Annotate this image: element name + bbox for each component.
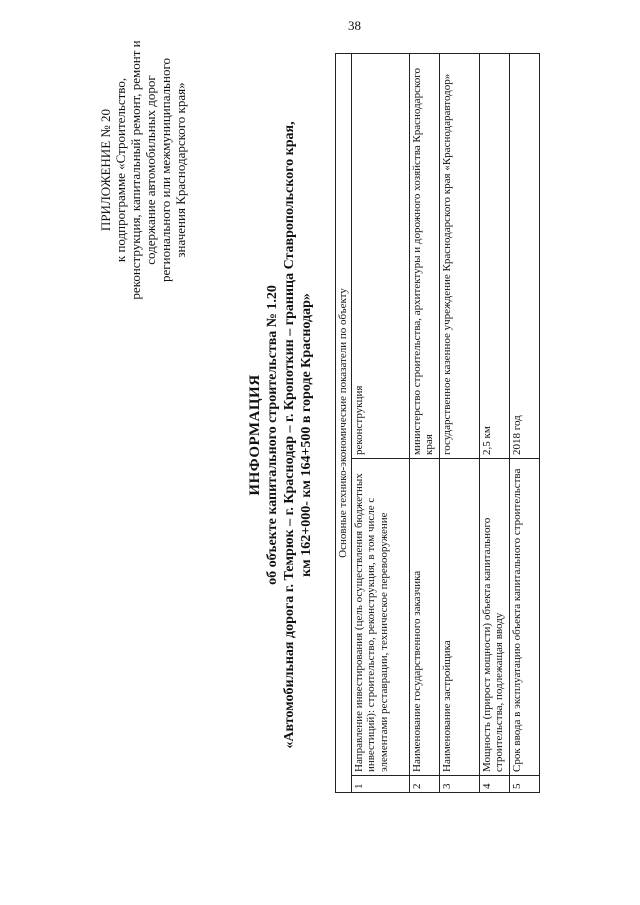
row-value: государственное казенное учреждение Краснодарского края «Краснодаравтодор» (439, 54, 479, 459)
table-row (509, 54, 539, 793)
info-table (335, 53, 540, 793)
appendix-title: ПРИЛОЖЕНИЕ № 20 (98, 108, 113, 232)
row-number: 3 (439, 776, 479, 793)
table-row (409, 54, 439, 793)
appendix-line: содержание автомобильных дорог (143, 75, 158, 265)
title-main: ИНФОРМАЦИЯ (247, 374, 263, 496)
row-parameter: Срок ввода в эксплуатацию объекта капитального строительства (509, 459, 539, 776)
row-number: 4 (479, 776, 509, 793)
row-value: реконструкция (351, 54, 409, 459)
row-value: министерство строительства, архитектуры и дорожного хозяйства Краснодарского края (409, 54, 439, 459)
title-line: «Автомобильная дорога г. Темрюк – г. Краснодар – г. Кропоткин – граница Ставропольского края, (282, 121, 297, 749)
row-number: 5 (509, 776, 539, 793)
title-line: км 162+000- км 164+500 в городе Краснодар» (299, 293, 314, 577)
table-caption-row (336, 54, 352, 793)
row-value: 2018 год (509, 54, 539, 459)
row-parameter: Наименование застройщика (439, 459, 479, 776)
appendix-line: реконструкция, капитальный ремонт, ремонт и (128, 40, 143, 300)
table-row (479, 54, 509, 793)
table-row (439, 54, 479, 793)
row-parameter: Направление инвестирования (цель осуществления бюджетных инвестиций): строительство, реконструкция, в том числе с элементами реставрации, техническое перевооружение (351, 459, 409, 776)
page-number: 38 (348, 18, 361, 33)
document-title (247, 40, 315, 830)
row-number: 2 (409, 776, 439, 793)
row-parameter: Наименование государственного заказчика (409, 459, 439, 776)
row-parameter: Мощность (прирост мощности) объекта капитального строительства, подлежащая вводу (479, 459, 509, 776)
appendix-header (98, 20, 188, 320)
appendix-line: регионального или межмуниципального (158, 58, 173, 282)
title-line: об объекте капитального строительства № 1.20 (265, 285, 280, 585)
row-number: 1 (351, 776, 409, 793)
appendix-line: к подпрограмме «Строительство, (113, 77, 128, 263)
appendix-line: значения Краснодарского края» (173, 82, 188, 258)
table-caption: Основные технико-экономические показатели по объекту (336, 54, 352, 793)
table-row (351, 54, 409, 793)
row-value: 2,5 км (479, 54, 509, 459)
